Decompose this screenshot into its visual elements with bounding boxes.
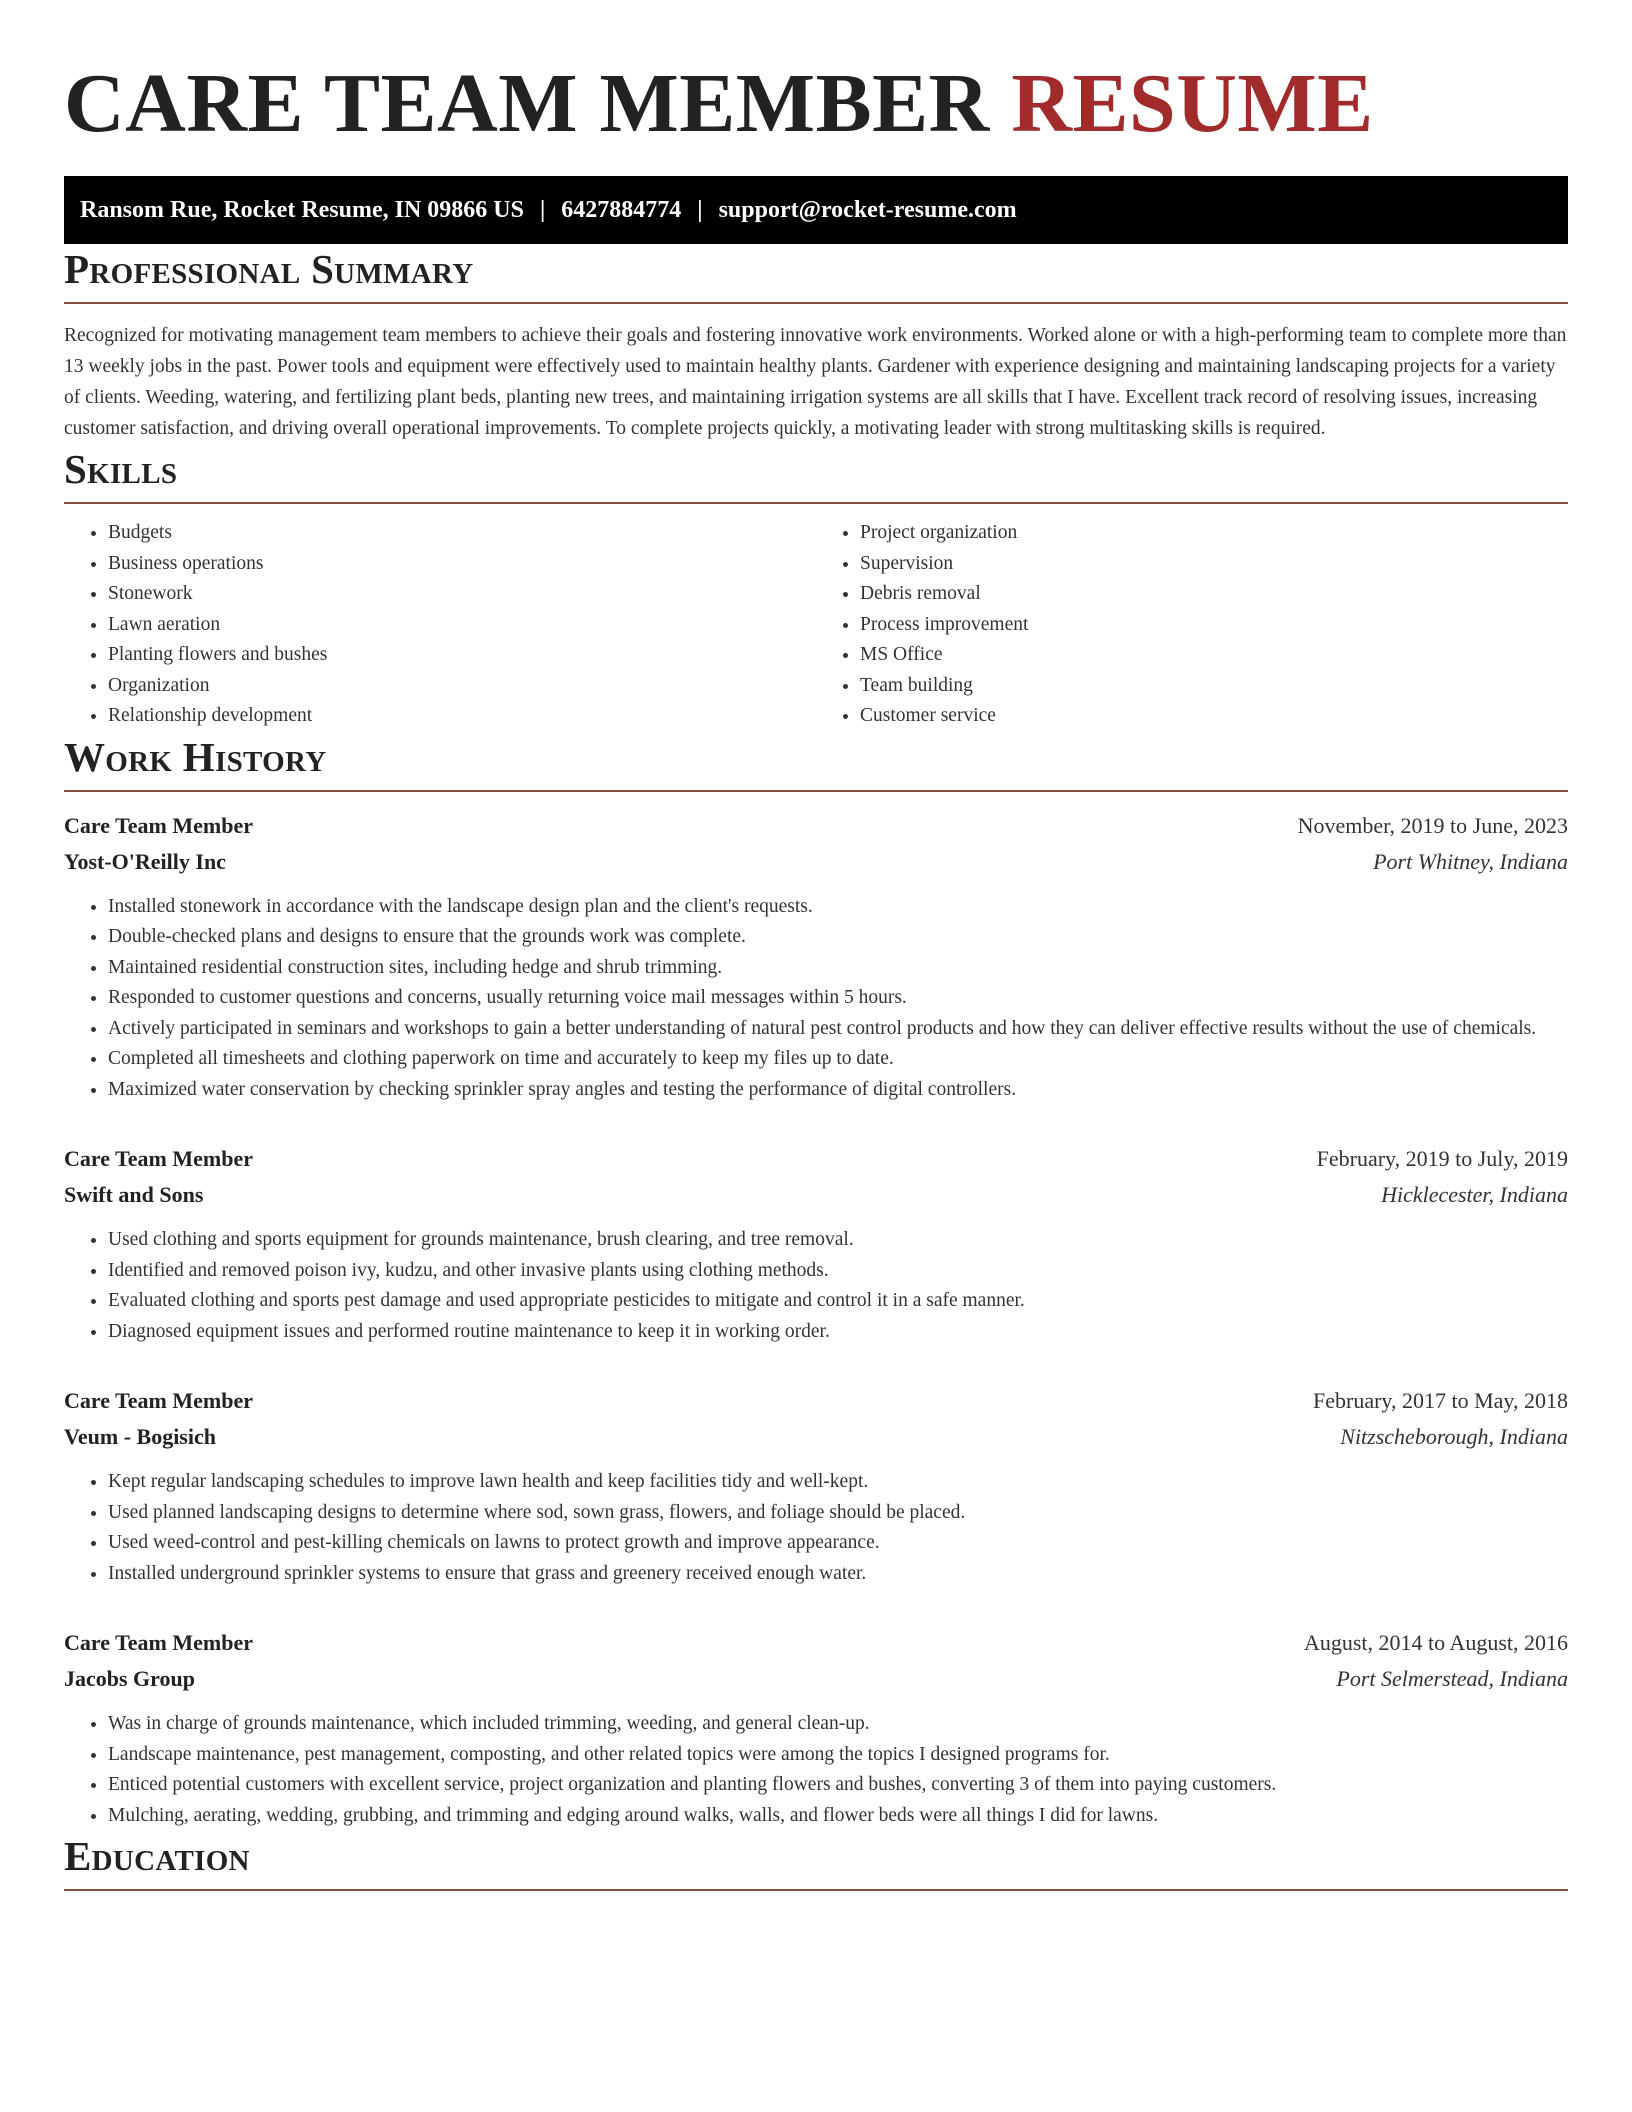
job-bullets: [64, 1225, 1568, 1347]
contact-separator: |: [697, 196, 703, 223]
resume-title: [64, 0, 1568, 154]
job-dates: November, 2019 to June, 2023: [1297, 812, 1568, 838]
job-bullet: • Was in charge of grounds maintenance, which included trimming, weeding, and general clean-up.: [108, 1709, 1568, 1740]
job-bullet: • Actively participated in seminars and workshops to gain a better understanding of natural pest control products and how they can deliver effective results without the use of chemicals.: [108, 1014, 1568, 1045]
skill-item: • MS Office: [860, 640, 1568, 671]
job-company: Jacobs Group: [64, 1666, 196, 1691]
job-header-row: [64, 808, 1568, 844]
job-company: Veum - Bogisich: [64, 1424, 216, 1449]
job-bullet: • Kept regular landscaping schedules to improve lawn health and keep facilities tidy and well-kept.: [108, 1467, 1568, 1498]
job-bullet: • Mulching, aerating, wedding, grubbing, and trimming and edging around walks, walls, and flower beds were all things I did for lawns.: [108, 1801, 1568, 1832]
job-location: Port Whitney, Indiana: [1373, 848, 1568, 874]
job-bullet: • Installed stonework in accordance with the landscape design plan and the client's requests.: [108, 892, 1568, 923]
job-bullets: [64, 892, 1568, 1106]
job-company-row: [64, 844, 1568, 880]
job-bullet: • Diagnosed equipment issues and performed routine maintenance to keep it in working order.: [108, 1317, 1568, 1348]
education-heading: Education: [64, 1831, 1568, 1891]
job-bullet: • Installed underground sprinkler systems to ensure that grass and greenery received enough water.: [108, 1559, 1568, 1590]
job-company-row: [64, 1419, 1568, 1455]
contact-address: Ransom Rue, Rocket Resume, IN 09866 US: [80, 196, 524, 223]
job-location: Nitzscheborough, Indiana: [1340, 1424, 1568, 1449]
job-bullets: [64, 1467, 1568, 1589]
skill-item: • Budgets: [108, 518, 816, 549]
contact-bar: [64, 176, 1568, 244]
job-bullet: • Double-checked plans and designs to ensure that the grounds work was complete.: [108, 922, 1568, 953]
job-title: Care Team Member: [64, 1630, 253, 1655]
contact-separator: |: [540, 196, 546, 223]
job-company-row: [64, 1177, 1568, 1213]
job-bullet: • Used planned landscaping designs to determine where sod, sown grass, flowers, and foliage should be placed.: [108, 1498, 1568, 1529]
skill-item: • Project organization: [860, 518, 1568, 549]
skill-item: • Customer service: [860, 701, 1568, 732]
skill-item: • Organization: [108, 671, 816, 702]
job-header-row: [64, 1625, 1568, 1661]
contact-phone: 6427884774: [561, 196, 682, 223]
skill-item: • Supervision: [860, 549, 1568, 580]
summary-heading: Professional Summary: [64, 244, 1568, 304]
job-company: Swift and Sons: [64, 1182, 204, 1207]
job-bullet: • Used weed-control and pest-killing chemicals on lawns to protect growth and improve appearance.: [108, 1528, 1568, 1559]
skills-list: [64, 518, 1568, 732]
skill-item: • Team building: [860, 671, 1568, 702]
contact-email: support@rocket-resume.com: [718, 196, 1017, 223]
job-bullet: • Responded to customer questions and concerns, usually returning voice mail messages within 5 hours.: [108, 983, 1568, 1014]
title-main: CARE TEAM MEMBER: [64, 57, 990, 150]
skills-heading: Skills: [64, 444, 1568, 504]
job-dates: February, 2017 to May, 2018: [1313, 1388, 1568, 1413]
job-title: Care Team Member: [64, 812, 253, 838]
job-bullet: • Completed all timesheets and clothing paperwork on time and accurately to keep my files up to date.: [108, 1044, 1568, 1075]
skill-item: • Lawn aeration: [108, 610, 816, 641]
title-accent: RESUME: [1011, 57, 1374, 150]
job-entry: [64, 808, 1568, 1106]
job-entry: [64, 1141, 1568, 1347]
job-location: Port Selmerstead, Indiana: [1336, 1666, 1568, 1691]
skill-item: • Relationship development: [108, 701, 816, 732]
skill-item: • Planting flowers and bushes: [108, 640, 816, 671]
summary-text: Recognized for motivating management team members to achieve their goals and fostering innovative work environments. Worked alone or with a high-performing team to complete more than 13 weekly jobs in the past. Power tools and equipment were effectively used to maintain healthy plants. Gardener with experience designing and maintaining landscaping projects for a variety of clients. Weeding, watering, and fertilizing plant beds, planting new trees, and maintaining irrigation systems are all skills that I have. Excellent track record of resolving issues, increasing customer satisfaction, and driving overall operational improvements. To complete projects quickly, a motivating leader with strong multitasking skills is required.: [64, 325, 1567, 439]
skills-column-left: [64, 518, 816, 732]
job-header-row: [64, 1141, 1568, 1177]
job-entry: [64, 1625, 1568, 1831]
job-company: Yost-O'Reilly Inc: [64, 848, 226, 874]
job-bullet: • Enticed potential customers with excellent service, project organization and planting flowers and bushes, converting 3 of them into paying customers.: [108, 1770, 1568, 1801]
job-bullet: • Used clothing and sports equipment for grounds maintenance, brush clearing, and tree removal.: [108, 1225, 1568, 1256]
job-bullet: • Landscape maintenance, pest management, composting, and other related topics were among the topics I designed programs for.: [108, 1740, 1568, 1771]
job-location: Hicklecester, Indiana: [1381, 1182, 1568, 1207]
job-title: Care Team Member: [64, 1146, 253, 1171]
job-title: Care Team Member: [64, 1388, 253, 1413]
job-entry: [64, 1383, 1568, 1589]
job-dates: February, 2019 to July, 2019: [1316, 1146, 1568, 1171]
skill-item: • Stonework: [108, 579, 816, 610]
job-dates: August, 2014 to August, 2016: [1303, 1630, 1568, 1655]
work-history-heading: Work History: [64, 732, 1568, 792]
skills-column-right: [816, 518, 1568, 732]
skill-item: • Debris removal: [860, 579, 1568, 610]
job-bullets: [64, 1709, 1568, 1831]
job-bullet: • Identified and removed poison ivy, kudzu, and other invasive plants using clothing methods.: [108, 1256, 1568, 1287]
job-bullet: • Maximized water conservation by checking sprinkler spray angles and testing the performance of digital controllers.: [108, 1075, 1568, 1106]
job-bullet: • Evaluated clothing and sports pest damage and used appropriate pesticides to mitigate and control it in a safe manner.: [108, 1286, 1568, 1317]
job-bullet: • Maintained residential construction sites, including hedge and shrub trimming.: [108, 953, 1568, 984]
job-company-row: [64, 1661, 1568, 1697]
skill-item: • Process improvement: [860, 610, 1568, 641]
job-header-row: [64, 1383, 1568, 1419]
skill-item: • Business operations: [108, 549, 816, 580]
